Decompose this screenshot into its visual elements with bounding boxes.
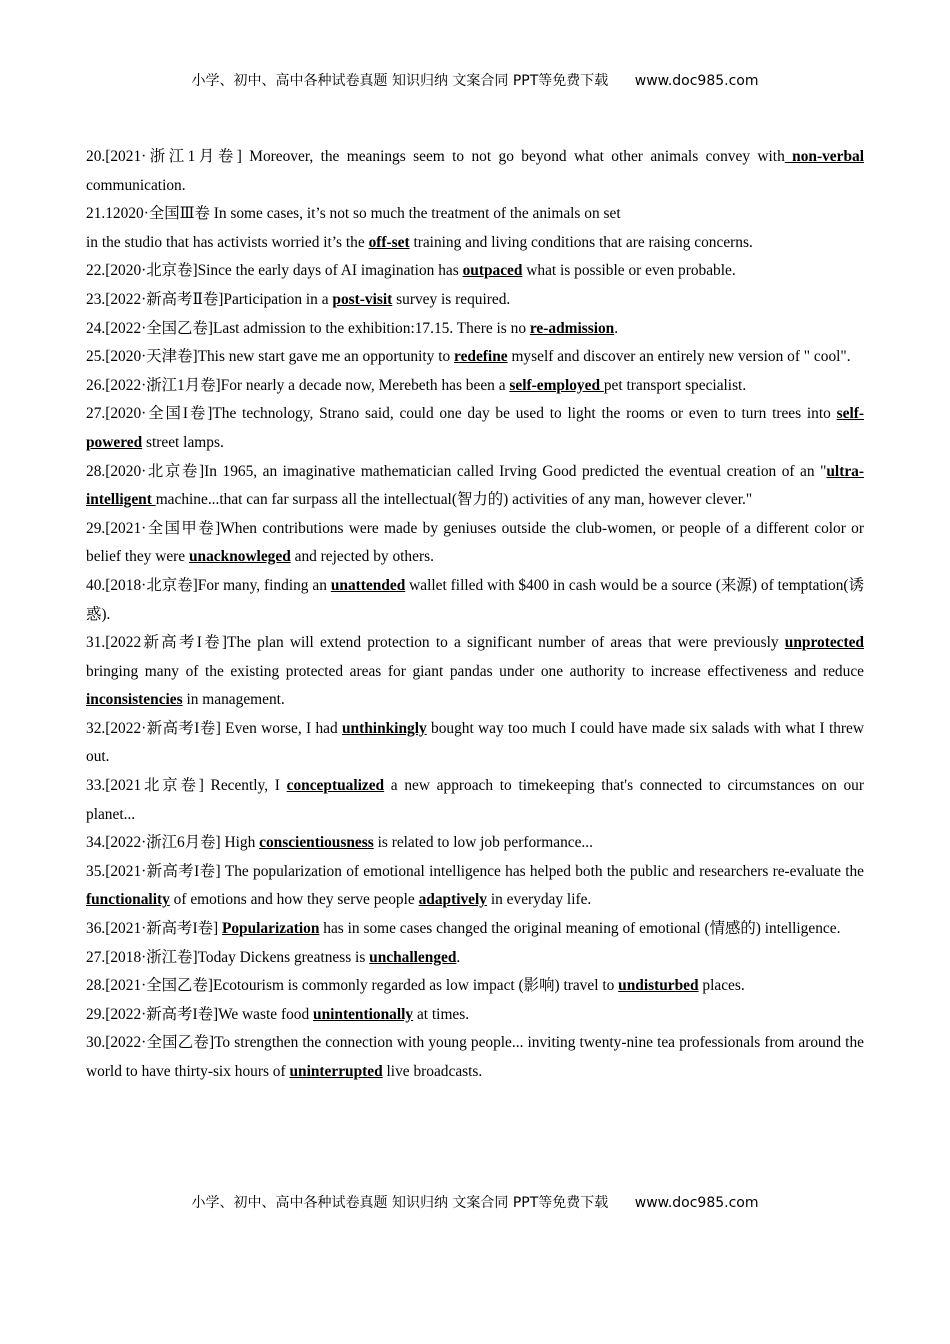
keyword-underlined: off-set	[368, 233, 410, 251]
sentence-text: a new approach to timekeeping that's connected to circumstances on our planet...	[86, 777, 865, 823]
keyword-underlined: unprotected	[784, 634, 864, 652]
sentence-text: myself and discover an entirely new version of " cool".	[507, 348, 851, 366]
keyword-underlined: inconsistencies	[86, 691, 183, 709]
sentence-text: training and living conditions that are raising concerns.	[409, 233, 753, 251]
sentence-text: and rejected by others.	[290, 548, 434, 566]
example-sentence	[86, 400, 864, 457]
sentence-text: 29.[2022·新高考I卷]We waste food	[86, 1005, 314, 1023]
keyword-underlined: adaptively	[418, 891, 487, 909]
sentence-text: 20.[2021·浙江1月卷] Moreover, the meanings seem to not go beyond what other animals convey with	[86, 148, 785, 165]
keyword-underlined: unattended	[330, 576, 406, 594]
example-sentence	[86, 715, 864, 772]
sentence-text: 32.[2022·新高考I卷] Even worse, I had	[86, 719, 342, 737]
example-sentence	[86, 229, 864, 258]
example-sentence	[86, 915, 864, 944]
example-sentence	[86, 629, 864, 715]
footer-text: 小学、初中、高中各种试卷真题 知识归纳 文案合同 PPT等免费下载	[191, 1195, 609, 1211]
keyword-underlined: undisturbed	[618, 977, 699, 995]
sentence-text: 35.[2021·新高考I卷] The popularization of emotional intelligence has helped both the public and researchers re-evaluate the	[86, 862, 864, 880]
example-sentence	[86, 858, 864, 915]
keyword-underlined: uninterrupted	[289, 1063, 383, 1080]
document-body	[86, 143, 864, 1087]
sentence-text: .	[456, 948, 461, 966]
keyword-underlined: unchallenged	[369, 948, 457, 966]
example-sentence	[86, 458, 864, 515]
sentence-text: live broadcasts.	[382, 1063, 483, 1080]
sentence-text: 27.[2018·浙江卷]Today Dickens greatness is	[86, 948, 370, 966]
keyword-underlined: post-visit	[332, 290, 393, 308]
sentence-text: in the studio that has activists worried it’s the	[86, 233, 369, 251]
keyword-underlined: non-verbal	[784, 148, 864, 165]
example-sentence	[86, 972, 864, 1001]
sentence-text: 21.12020·全国Ⅲ卷 In some cases, it’s not so much the treatment of the animals on set	[86, 205, 621, 223]
keyword-underlined: unintentionally	[313, 1005, 414, 1023]
example-sentence	[86, 343, 864, 372]
example-sentence	[86, 1001, 864, 1030]
sentence-text: 30.[2022·全国乙卷]To strengthen the connection with young people... inviting twenty-nine tea professionals from around the world to have thirty-six hours of	[86, 1034, 864, 1080]
keyword-underlined: Popularization	[221, 920, 320, 938]
example-sentence	[86, 286, 864, 315]
example-sentence	[86, 257, 864, 286]
sentence-text: 33.[2021北京卷] Recently, I	[86, 777, 287, 795]
example-sentence	[86, 143, 864, 200]
sentence-text: machine...that can far surpass all the intellectual(智力的) activities of any man, however clever."	[155, 491, 753, 509]
keyword-underlined: self-employed	[509, 376, 604, 394]
sentence-text: 24.[2022·全国乙卷]Last admission to the exhibition:17.15. There is no	[86, 319, 530, 337]
footer-site-link[interactable]: www.doc985.com	[634, 1195, 759, 1211]
example-sentence	[86, 372, 864, 401]
example-sentence	[86, 944, 864, 973]
sentence-text: survey is required.	[392, 290, 511, 308]
keyword-underlined: conceptualized	[286, 777, 385, 795]
sentence-text: in management.	[182, 691, 285, 709]
sentence-text: pet transport specialist.	[603, 376, 747, 394]
header-site-link[interactable]: www.doc985.com	[634, 73, 759, 89]
sentence-text: 25.[2020·天津卷]This new start gave me an opportunity to	[86, 348, 455, 366]
header-text: 小学、初中、高中各种试卷真题 知识归纳 文案合同 PPT等免费下载	[191, 73, 609, 89]
sentence-text: 26.[2022·浙江1月卷]For nearly a decade now, Merebeth has been a	[86, 376, 510, 394]
keyword-underlined: unthinkingly	[341, 719, 427, 737]
keyword-underlined: functionality	[86, 891, 170, 909]
sentence-text: street lamps.	[142, 433, 224, 451]
keyword-underlined: outpaced	[462, 262, 523, 280]
sentence-text: 23.[2022·新高考Ⅱ卷]Participation in a	[86, 290, 333, 308]
sentence-text: wallet filled with $400 in cash would be a source (来源) of temptation(诱惑).	[86, 576, 864, 623]
sentence-text: places.	[698, 977, 745, 995]
example-sentence	[86, 829, 864, 858]
sentence-text: 31.[2022新高考I卷]The plan will extend protection to a significant number of areas that were previously	[86, 634, 785, 652]
sentence-text: 36.[2021·新高考I卷]	[86, 920, 222, 938]
example-sentence	[86, 200, 864, 229]
sentence-text: 40.[2018·北京卷]For many, finding an	[86, 576, 331, 594]
sentence-text: communication.	[86, 176, 186, 194]
sentence-text: bringing many of the existing protected areas for giant pandas under one authority to increase effectiveness and reduce	[86, 662, 864, 680]
keyword-underlined: conscientiousness	[259, 834, 374, 852]
sentence-text: 27.[2020·全国I卷]The technology, Strano said, could one day be used to light the rooms or even to turn trees into	[86, 405, 837, 423]
example-sentence	[86, 515, 864, 572]
keyword-underlined: redefine	[454, 348, 508, 366]
keyword-underlined: ultra-intelligent	[86, 462, 864, 509]
sentence-text: of emotions and how they serve people	[169, 891, 419, 909]
example-sentence	[86, 572, 864, 629]
sentence-text: 28.[2020·北京卷]In 1965, an imaginative mathematician called Irving Good predicted the eventual creation of an "	[86, 462, 827, 480]
example-sentence	[86, 1029, 864, 1086]
example-sentence	[86, 315, 864, 344]
keyword-underlined: self-powered	[86, 405, 864, 451]
sentence-text: what is possible or even probable.	[522, 262, 736, 280]
sentence-text: 34.[2022·浙江6月卷] High	[86, 834, 260, 852]
sentence-text: 29.[2021·全国甲卷]When contributions were made by geniuses outside the club-women, or people of a different color or belief they were	[86, 519, 864, 566]
sentence-text: .	[614, 319, 619, 337]
sentence-text: is related to low job performance...	[373, 834, 593, 852]
page-header	[0, 70, 950, 90]
sentence-text: has in some cases changed the original meaning of emotional (情感的) intelligence.	[319, 920, 841, 938]
example-sentence	[86, 772, 864, 829]
keyword-underlined: re-admission	[529, 319, 615, 337]
sentence-text: bought way too much I could have made six salads with what I threw out.	[86, 719, 864, 766]
sentence-text: at times.	[413, 1005, 470, 1023]
page-footer	[0, 1192, 950, 1212]
sentence-text: 22.[2020·北京卷]Since the early days of AI imagination has	[86, 262, 463, 280]
sentence-text: in everyday life.	[487, 891, 592, 909]
sentence-text: 28.[2021·全国乙卷]Ecotourism is commonly regarded as low impact (影响) travel to	[86, 977, 619, 995]
keyword-underlined: unacknowleged	[188, 548, 291, 566]
